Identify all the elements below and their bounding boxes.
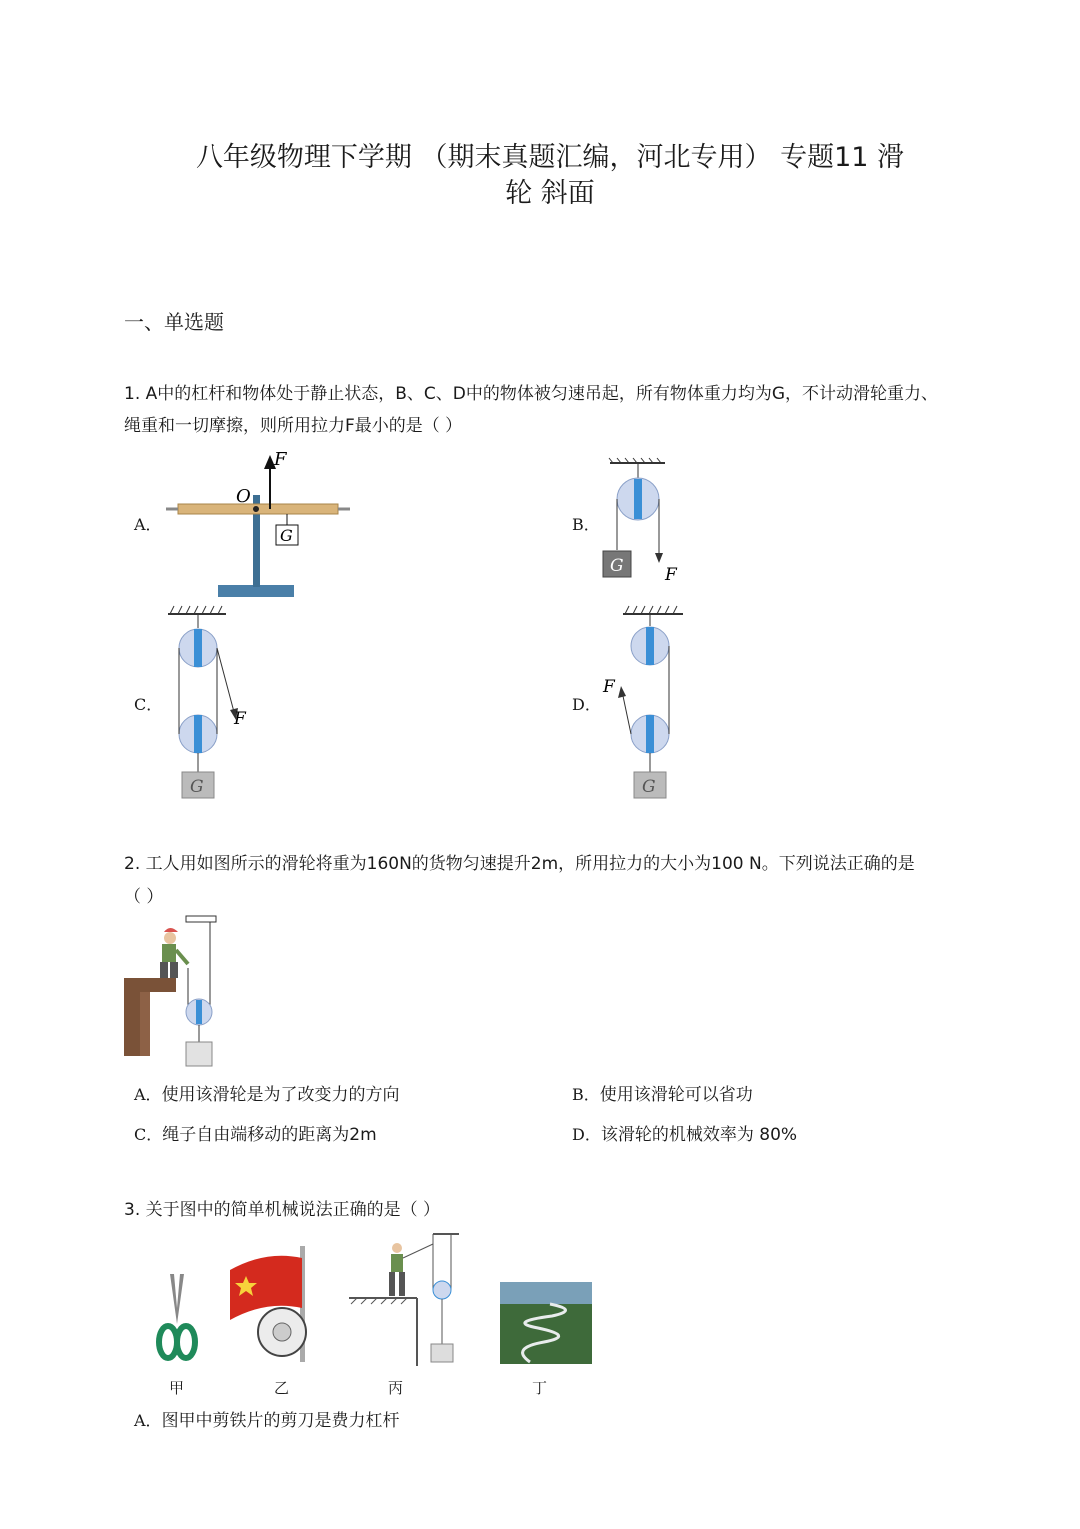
question-3: 3. 关于图中的简单机械说法正确的是（ ） bbox=[124, 1200, 441, 1220]
pulley-block-figure-c bbox=[160, 600, 270, 805]
svg-text:G: G bbox=[642, 777, 656, 797]
question-1-line-2: 绳重和一切摩擦，则所用拉力F最小的是（ ） bbox=[124, 416, 463, 436]
flag-pole-icon bbox=[226, 1240, 322, 1365]
q2-option-d: D．该滑轮的机械效率为 80% bbox=[572, 1125, 798, 1145]
svg-text:G: G bbox=[190, 777, 204, 797]
section-heading: 一、单选题 bbox=[124, 310, 224, 334]
svg-text:F: F bbox=[234, 709, 246, 729]
lever-figure-a bbox=[160, 445, 360, 605]
worker-icon bbox=[164, 932, 176, 944]
q1-option-b-letter: B． bbox=[572, 515, 600, 534]
q2-option-a: A．使用该滑轮是为了改变力的方向 bbox=[134, 1085, 400, 1105]
force-label: F bbox=[274, 449, 287, 470]
q2-option-c: C．绳子自由端移动的距离为2m bbox=[134, 1125, 377, 1145]
q3-option-a: A．图甲中剪铁片的剪刀是费力杠杆 bbox=[134, 1411, 400, 1431]
question-2-line-2: （ ） bbox=[124, 887, 164, 907]
title-line-1: 八年级物理下学期 （期末真题汇编，河北专用） 专题11 滑 bbox=[195, 142, 905, 173]
title-line-2: 轮 斜面 bbox=[505, 178, 595, 209]
cargo-block bbox=[186, 1042, 212, 1066]
q2-option-b: B．使用该滑轮可以省功 bbox=[572, 1085, 753, 1105]
mountain-road-photo bbox=[500, 1282, 592, 1364]
svg-text:F: F bbox=[603, 677, 615, 697]
q1-option-c-letter: C． bbox=[134, 695, 163, 714]
pivot-label: O bbox=[236, 486, 251, 507]
question-1-line-1: 1. A中的杠杆和物体处于静止状态，B、C、D中的物体被匀速吊起，所有物体重力均为G，不计动滑轮重力、 bbox=[124, 384, 939, 404]
question-2-line-1: 2. 工人用如图所示的滑轮将重为160N的货物匀速提升2m，所用拉力的大小为100 N。下列说法正确的是 bbox=[124, 854, 915, 874]
worker-pulley-icon bbox=[345, 1230, 463, 1370]
caption-jia: 甲 bbox=[169, 1379, 185, 1397]
scissors-icon bbox=[150, 1270, 204, 1362]
document-title bbox=[150, 140, 950, 212]
svg-text:F: F bbox=[665, 565, 677, 585]
caption-yi: 乙 bbox=[274, 1379, 290, 1397]
fixed-pulley-figure-b bbox=[595, 455, 695, 585]
brown-ledge bbox=[124, 978, 140, 1056]
caption-bing: 丙 bbox=[388, 1379, 404, 1397]
pulley-block-figure-d bbox=[595, 600, 705, 805]
caption-ding: 丁 bbox=[532, 1379, 548, 1397]
weight-label: G bbox=[280, 526, 293, 545]
svg-text:G: G bbox=[610, 556, 624, 576]
worker-pulley-figure bbox=[124, 912, 224, 1072]
q1-option-d-letter: D． bbox=[572, 695, 601, 714]
q1-option-a-letter: A． bbox=[134, 515, 162, 534]
